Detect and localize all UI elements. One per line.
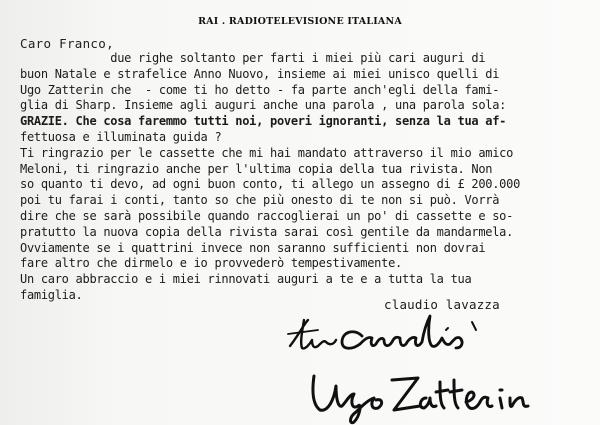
letter-body bbox=[20, 51, 598, 304]
letter-line: Ovviamente se i quattrini invece non saranno sufficienti non dovrai bbox=[20, 240, 486, 255]
letter-line: glia di Sharp. Insieme agli auguri anche una parola , una parola sola: bbox=[20, 98, 507, 113]
letter-line: pratutto la nuova copia della rivista sarai così gentile da mandarmela. bbox=[20, 224, 514, 239]
signature-ugo-zatterin bbox=[313, 376, 528, 423]
letterhead: RAI . RADIOTELEVISIONE ITALIANA bbox=[198, 16, 402, 27]
letter-line: GRAZIE. Che cosa faremmo tutti noi, poveri ignoranti, senza la tua af- bbox=[20, 114, 507, 129]
handwritten-signatures bbox=[278, 306, 600, 425]
letter-line: fettuosa e illuminata guida ? bbox=[20, 129, 222, 144]
letter-line: Ti ringrazio per le cassette che mi hai mandato attraverso il mio amico bbox=[20, 145, 514, 160]
letter-line: Ugo Zatterin che - come ti ho detto - fa parte anch'egli della fami- bbox=[20, 82, 500, 97]
letter-line: fare altro che dirmelo e io provvederò tempestivamente. bbox=[20, 256, 402, 271]
sender-name: claudio lavazza bbox=[384, 297, 500, 312]
letter-line: Un caro abbraccio e i miei rinnovati auguri a te e a tutta la tua bbox=[20, 272, 472, 287]
salutation: Caro Franco, bbox=[20, 36, 114, 51]
letter-line: due righe soltanto per farti i miei più cari auguri di bbox=[20, 51, 486, 65]
signature-claudio bbox=[288, 316, 476, 348]
letter-line: famiglia. bbox=[20, 287, 83, 302]
letter-line: buon Natale e strafelice Anno Nuovo, insieme ai miei unisco quelli di bbox=[20, 66, 500, 81]
letter-line: dire che se sarà possibile quando raccoglierai un po' di cassette e so- bbox=[20, 208, 514, 223]
letter-line: so quanto ti devo, ad ogni buon conto, ti allego un assegno di £ 200.000 bbox=[20, 177, 521, 192]
letter-line: Meloni, ti ringrazio anche per l'ultima copia della tua rivista. Non bbox=[20, 161, 493, 176]
letter-line: poi tu farai i conti, tanto so che più onesto di te non si può. Vorrà bbox=[20, 193, 500, 208]
